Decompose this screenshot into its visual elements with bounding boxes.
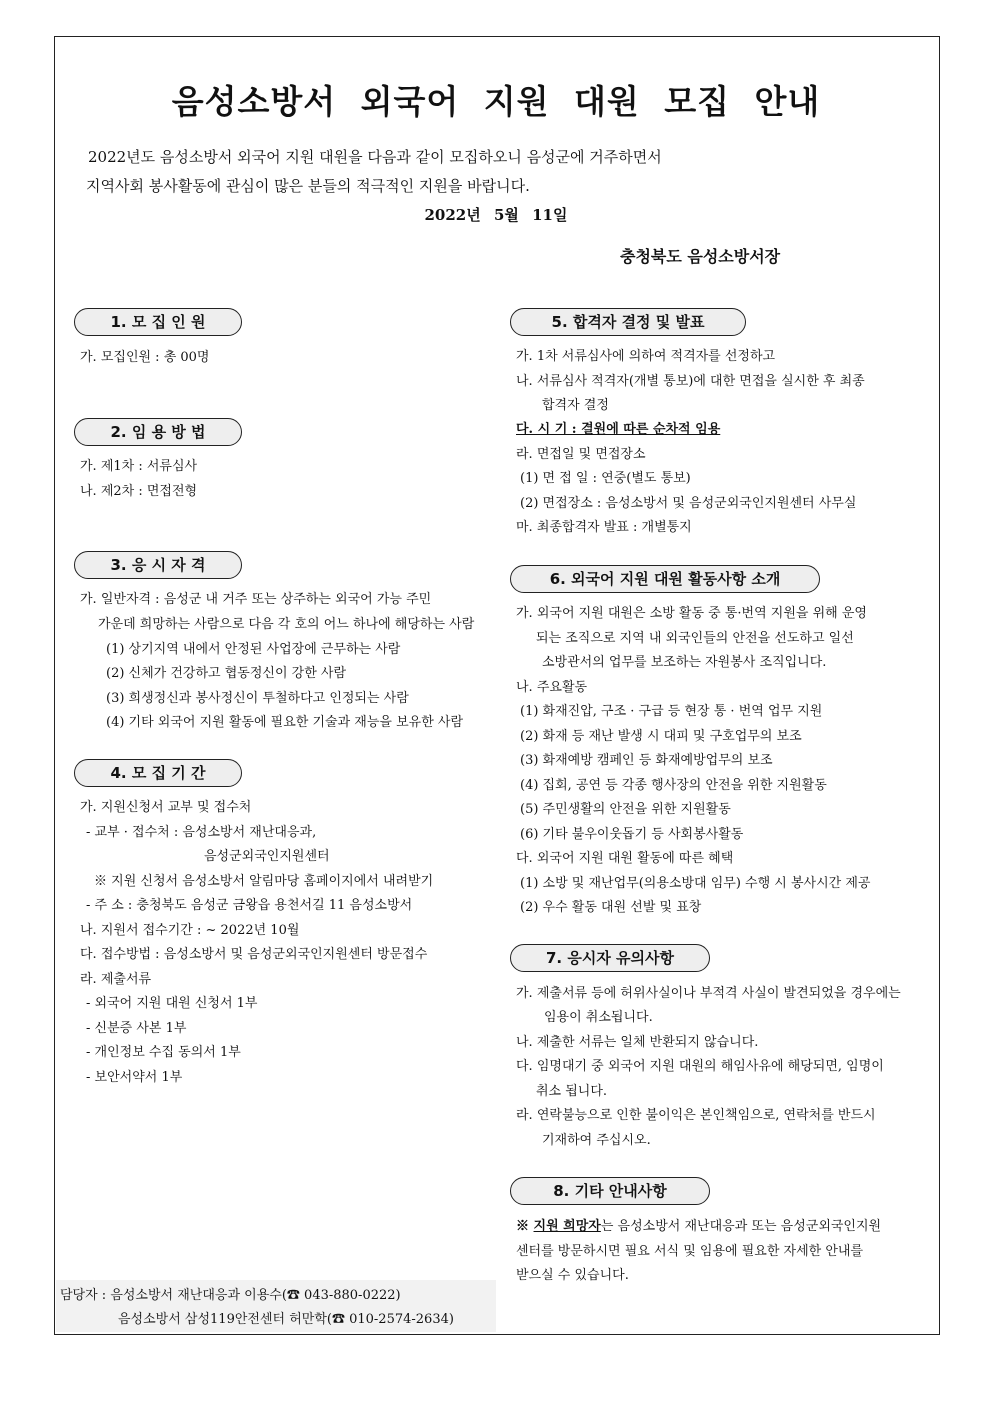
s7-line-7: 기재하여 주십시오. [542, 1133, 651, 1148]
contact-line-1: 담당자 : 음성소방서 재난대응과 이용수(☎ 043-880-0222) [60, 1288, 401, 1303]
section-7-heading: 7. 응시자 유의사항 [510, 944, 710, 972]
s5-line-5: 라. 면접일 및 면접장소 [516, 447, 646, 462]
s8-line-3: 받으실 수 있습니다. [516, 1268, 629, 1283]
s4-line-8: 라. 제출서류 [80, 972, 152, 987]
s4-line-3: 음성군외국인지원센터 [204, 849, 330, 864]
section-1-heading: 1. 모 집 인 원 [74, 308, 242, 336]
issuer: 충청북도 음성소방서장 [620, 247, 781, 266]
s4-line-12: - 보안서약서 1부 [86, 1070, 183, 1085]
s4-line-2: - 교부 · 접수처 : 음성소방서 재난대응과, [86, 825, 317, 840]
s4-line-5: - 주 소 : 충청북도 음성군 금왕읍 용천서길 11 음성소방서 [86, 898, 413, 913]
contact-line-2: 음성소방서 삼성119안전센터 허만학(☎ 010-2574-2634) [118, 1312, 454, 1327]
s4-line-9: - 외국어 지원 대원 신청서 1부 [86, 996, 258, 1011]
s7-line-5: 취소 됩니다. [536, 1084, 608, 1099]
section-2-heading: 2. 임 용 방 법 [74, 418, 242, 446]
s8-note-emphasis: 지원 희망자 [533, 1219, 601, 1234]
s4-line-6: 나. 지원서 접수기간 : ~ 2022년 10월 [80, 923, 300, 938]
s4-line-11: - 개인정보 수집 동의서 1부 [86, 1045, 241, 1060]
s4-line-7: 다. 접수방법 : 음성소방서 및 음성군외국인지원센터 방문접수 [80, 947, 428, 962]
intro-line-1: 2022년도 음성소방서 외국어 지원 대원을 다음과 같이 모집하오니 음성군에 거주하면서 [88, 148, 662, 166]
s4-line-10: - 신분증 사본 1부 [86, 1021, 187, 1036]
s7-line-2: 임용이 취소됩니다. [544, 1010, 653, 1025]
s4-line-4: ※ 지원 신청서 음성소방서 알림마당 홈페이지에서 내려받기 [94, 874, 434, 889]
s3-line-5: (3) 희생정신과 봉사정신이 투철하다고 인정되는 사람 [106, 691, 409, 706]
section-3-heading: 3. 응 시 자 격 [74, 551, 242, 579]
s3-line-6: (4) 기타 외국어 지원 활동에 필요한 기술과 재능을 보유한 사람 [106, 715, 463, 730]
s6-line-1: 가. 외국어 지원 대원은 소방 활동 중 통·번역 지원을 위해 운영 [516, 606, 867, 621]
contact-box [56, 1280, 496, 1332]
s5-line-4: 다. 시 기 : 결원에 따른 순차적 임용 [516, 422, 721, 437]
s5-line-8: 마. 최종합격자 발표 : 개별통지 [516, 520, 692, 535]
s6-line-11: 다. 외국어 지원 대원 활동에 따른 혜택 [516, 851, 734, 866]
s8-note-prefix: ※ [516, 1219, 534, 1234]
s6-line-5: (1) 화재진압, 구조 · 구급 등 현장 통 · 번역 업무 지원 [520, 704, 823, 719]
s6-line-7: (3) 화재예방 캠페인 등 화재예방업무의 보조 [520, 753, 773, 768]
s2-line-1: 가. 제1차 : 서류심사 [80, 459, 198, 474]
s7-line-6: 라. 연락불능으로 인한 불이익은 본인책임으로, 연락처를 반드시 [516, 1108, 876, 1123]
page-title: 음성소방서 외국어 지원 대원 모집 안내 [171, 82, 821, 121]
s2-line-2: 나. 제2차 : 면접전형 [80, 484, 198, 499]
s8-line-2: 센터를 방문하시면 필요 서식 및 임용에 필요한 자세한 안내를 [516, 1244, 864, 1259]
section-8-heading: 8. 기타 안내사항 [510, 1177, 710, 1205]
section-4-heading: 4. 모 집 기 간 [74, 759, 242, 787]
s5-line-6: (1) 면 접 일 : 연중(별도 통보) [520, 471, 691, 486]
s3-line-1: 가. 일반자격 : 음성군 내 거주 또는 상주하는 외국어 가능 주민 [80, 592, 432, 607]
notice-date: 2022년 5월 11일 [424, 206, 568, 224]
s5-line-7: (2) 면접장소 : 음성소방서 및 음성군외국인지원센터 사무실 [520, 496, 857, 511]
s5-line-2: 나. 서류심사 적격자(개별 통보)에 대한 면접을 실시한 후 최종 [516, 374, 865, 389]
s1-line-1: 가. 모집인원 : 총 00명 [80, 350, 210, 365]
intro-line-2: 지역사회 봉사활동에 관심이 많은 분들의 적극적인 지원을 바랍니다. [86, 177, 530, 195]
document-frame [54, 36, 940, 1335]
section-6-heading: 6. 외국어 지원 대원 활동사항 소개 [510, 565, 820, 593]
s6-line-10: (6) 기타 불우이웃돕기 등 사회봉사활동 [520, 827, 744, 842]
s5-line-1: 가. 1차 서류심사에 의하여 적격자를 선정하고 [516, 349, 776, 364]
s7-line-1: 가. 제출서류 등에 허위사실이나 부적격 사실이 발견되었을 경우에는 [516, 986, 901, 1001]
s4-line-1: 가. 지원신청서 교부 및 접수처 [80, 800, 252, 815]
s8-note-rest: 는 음성소방서 재난대응과 또는 음성군외국인지원 [600, 1219, 882, 1234]
s5-line-3: 합격자 결정 [542, 398, 609, 413]
section-5-heading: 5. 합격자 결정 및 발표 [510, 308, 746, 336]
s3-line-3: (1) 상기지역 내에서 안정된 사업장에 근무하는 사람 [106, 642, 401, 657]
s7-line-4: 다. 임명대기 중 외국어 지원 대원의 해임사유에 해당되면, 임명이 [516, 1059, 884, 1074]
s3-line-4: (2) 신체가 건강하고 협동정신이 강한 사람 [106, 666, 347, 681]
s8-note-line-1 [516, 1215, 881, 1234]
s6-line-3: 소방관서의 업무를 보조하는 자원봉사 조직입니다. [542, 655, 827, 670]
s7-line-3: 나. 제출한 서류는 일체 반환되지 않습니다. [516, 1035, 759, 1050]
s6-line-13: (2) 우수 활동 대원 선발 및 표창 [520, 900, 702, 915]
s6-line-2: 되는 조직으로 지역 내 외국인들의 안전을 선도하고 일선 [536, 631, 854, 646]
s6-line-6: (2) 화재 등 재난 발생 시 대피 및 구호업무의 보조 [520, 729, 802, 744]
s6-line-12: (1) 소방 및 재난업무(의용소방대 임무) 수행 시 봉사시간 제공 [520, 876, 871, 891]
s6-line-8: (4) 집회, 공연 등 각종 행사장의 안전을 위한 지원활동 [520, 778, 827, 793]
s6-line-9: (5) 주민생활의 안전을 위한 지원활동 [520, 802, 731, 817]
s3-line-2: 가운데 희망하는 사람으로 다음 각 호의 어느 하나에 해당하는 사람 [98, 617, 475, 632]
s6-line-4: 나. 주요활동 [516, 680, 588, 695]
